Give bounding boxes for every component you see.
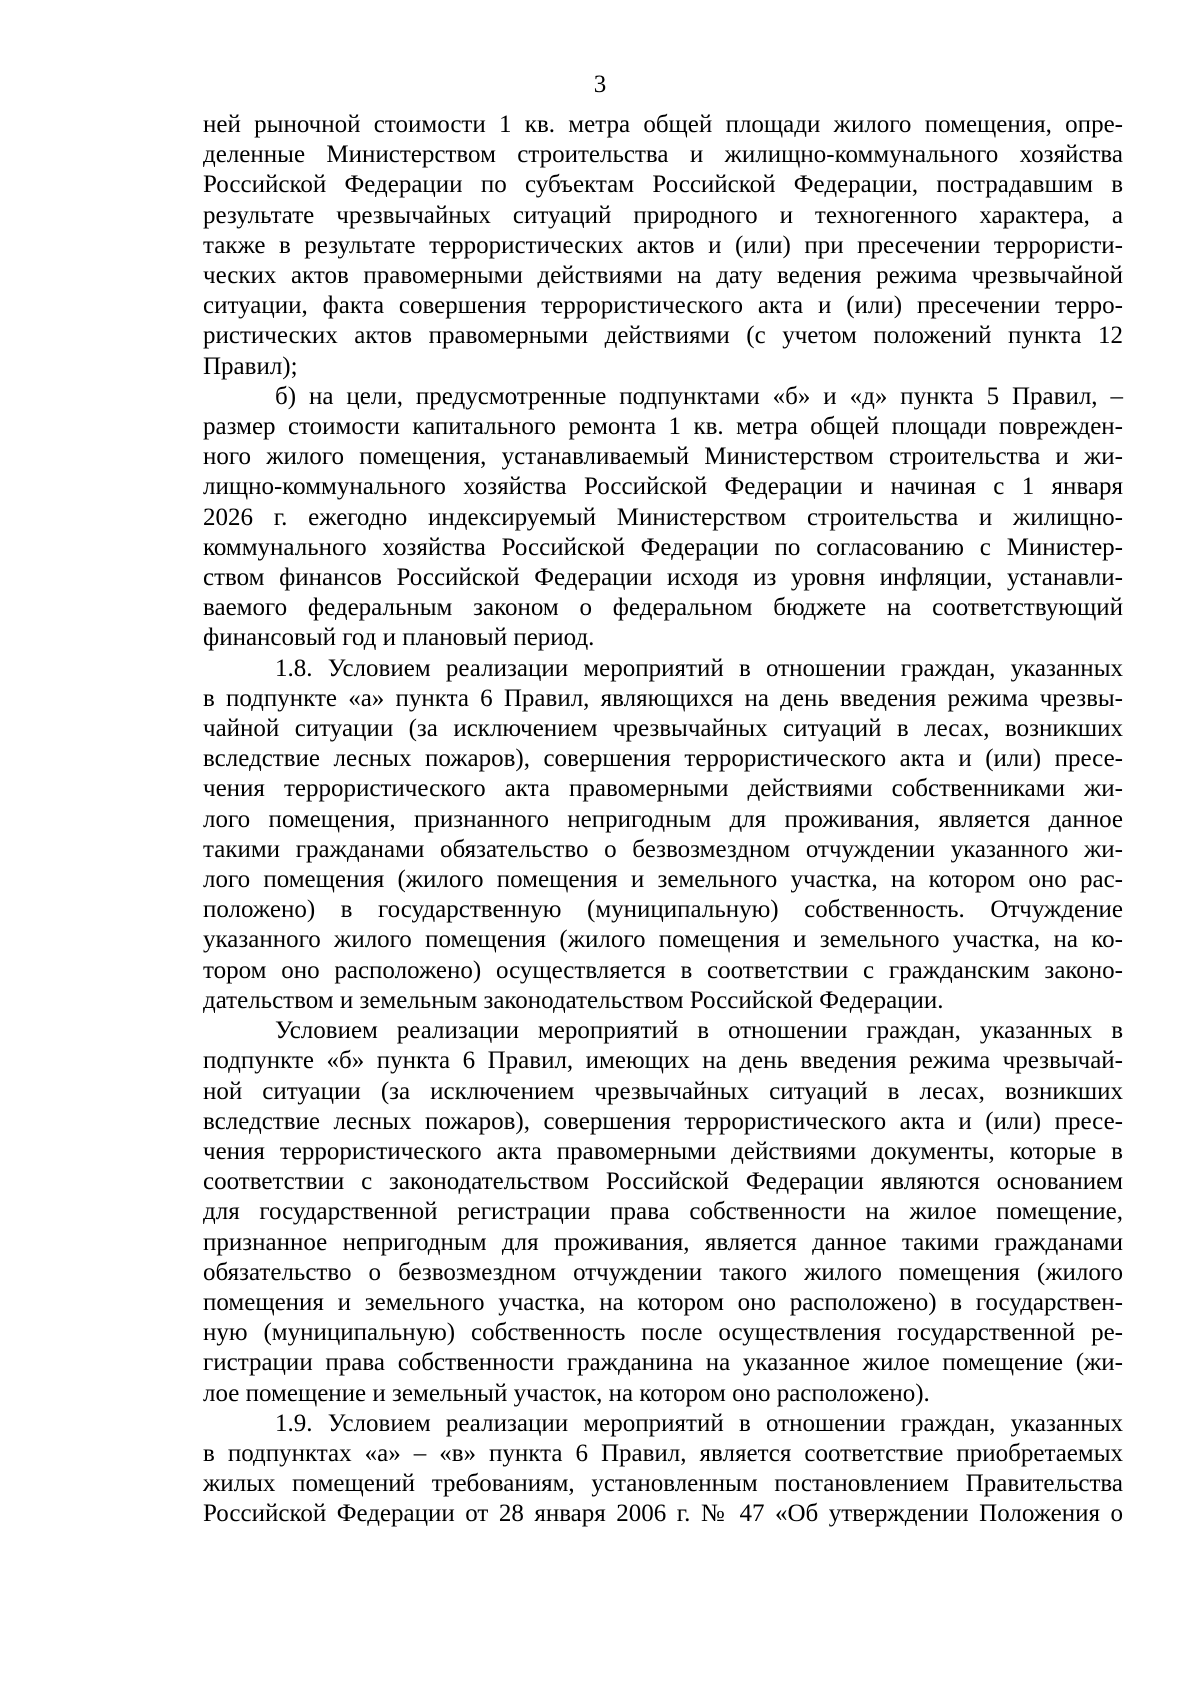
text-line: результате чрезвычайных ситуаций природного и техногенного характера, а xyxy=(203,201,1123,229)
document-body xyxy=(203,110,1123,1530)
text-line: ством финансов Российской Федерации исходя из уровня инфляции, устанавли- xyxy=(203,564,1123,592)
text-line: подпункте «б» пункта 6 Правил, имеющих на день введения режима чрезвычай- xyxy=(203,1047,1123,1075)
text-line: такими гражданами обязательство о безвозмездном отчуждении указанного жи- xyxy=(203,835,1123,863)
text-line: в подпункте «а» пункта 6 Правил, являющихся на день введения режима чрезвы- xyxy=(203,684,1123,712)
text-line: признанное непригодным для проживания, является данное такими гражданами xyxy=(203,1228,1123,1256)
text-line: в подпунктах «а» – «в» пункта 6 Правил, является соответствие приобретаемых xyxy=(203,1439,1123,1467)
text-line: ческих актов правомерными действиями на дату ведения режима чрезвычайной xyxy=(203,262,1123,290)
text-line: соответствии с законодательством Российской Федерации являются основанием xyxy=(203,1168,1123,1196)
text-line: лого помещения, признанного непригодным для проживания, является данное xyxy=(203,805,1123,833)
text-line: ного жилого помещения, устанавливаемый Министерством строительства и жи- xyxy=(203,443,1123,471)
text-line: ваемого федеральным законом о федеральном бюджете на соответствующий xyxy=(203,594,1123,622)
text-line: Правил); xyxy=(203,352,298,380)
text-line: чения террористического акта правомерными действиями документы, которые в xyxy=(203,1137,1123,1165)
text-line: лое помещение и земельный участок, на котором оно расположено). xyxy=(203,1379,930,1407)
text-line: ситуации, факта совершения террористического акта и (или) пресечении терро- xyxy=(203,292,1123,320)
page-number: 3 xyxy=(593,71,607,98)
text-line: коммунального хозяйства Российской Федерации по согласованию с Министер- xyxy=(203,533,1123,561)
text-line: ней рыночной стоимости 1 кв. метра общей площади жилого помещения, опре- xyxy=(203,111,1123,138)
text-line: также в результате террористических актов и (или) при пресечении террористи- xyxy=(203,231,1123,259)
text-line: размер стоимости капитального ремонта 1 кв. метра общей площади поврежден- xyxy=(203,413,1123,441)
text-line: ристических актов правомерными действиями (с учетом положений пункта 12 xyxy=(203,322,1123,350)
text-line: ную (муниципальную) собственность после осуществления государственной ре- xyxy=(203,1319,1123,1347)
text-line: чения террористического акта правомерными действиями собственниками жи- xyxy=(203,775,1123,803)
text-line: Российской Федерации от 28 января 2006 г. № 47 «Об утверждении Положения о xyxy=(203,1500,1123,1528)
text-line: лого помещения (жилого помещения и земельного участка, на котором оно рас- xyxy=(203,866,1123,894)
text-line: ной ситуации (за исключением чрезвычайных ситуаций в лесах, возникших xyxy=(203,1077,1123,1105)
text-line: 1.9. Условием реализации мероприятий в отношении граждан, указанных xyxy=(275,1409,1123,1437)
text-line: тором оно расположено) осуществляется в соответствии с гражданским законо- xyxy=(203,956,1123,984)
text-line: жилых помещений требованиям, установленным постановлением Правительства xyxy=(203,1470,1123,1498)
text-line: для государственной регистрации права собственности на жилое помещение, xyxy=(203,1198,1123,1226)
text-line: 1.8. Условием реализации мероприятий в отношении граждан, указанных xyxy=(275,654,1123,682)
text-line: помещения и земельного участка, на котором оно расположено) в государствен- xyxy=(203,1288,1123,1316)
text-line: Российской Федерации по субъектам Российской Федерации, пострадавшим в xyxy=(203,171,1123,199)
text-line: дательством и земельным законодательством Российской Федерации. xyxy=(203,986,944,1014)
text-line: положено) в государственную (муниципальную) собственность. Отчуждение xyxy=(203,896,1123,924)
text-line: чайной ситуации (за исключением чрезвычайных ситуаций в лесах, возникших xyxy=(203,715,1123,743)
text-line: гистрации права собственности гражданина на указанное жилое помещение (жи- xyxy=(203,1349,1123,1377)
text-line: Условием реализации мероприятий в отношении граждан, указанных в xyxy=(275,1017,1123,1045)
text-line: 2026 г. ежегодно индексируемый Министерством строительства и жилищно- xyxy=(203,503,1123,531)
text-line: обязательство о безвозмездном отчуждении такого жилого помещения (жилого xyxy=(203,1258,1123,1286)
text-line: б) на цели, предусмотренные подпунктами «б» и «д» пункта 5 Правил, – xyxy=(275,382,1123,410)
text-line: указанного жилого помещения (жилого помещения и земельного участка, на ко- xyxy=(203,926,1123,954)
text-line: деленные Министерством строительства и жилищно-коммунального хозяйства xyxy=(203,141,1123,169)
text-line: лищно-коммунального хозяйства Российской Федерации и начиная с 1 января xyxy=(203,473,1123,501)
text-line: вследствие лесных пожаров), совершения террористического акта и (или) пресе- xyxy=(203,1107,1123,1135)
text-line: вследствие лесных пожаров), совершения террористического акта и (или) пресе- xyxy=(203,745,1123,773)
text-line: финансовый год и плановый период. xyxy=(203,624,595,652)
